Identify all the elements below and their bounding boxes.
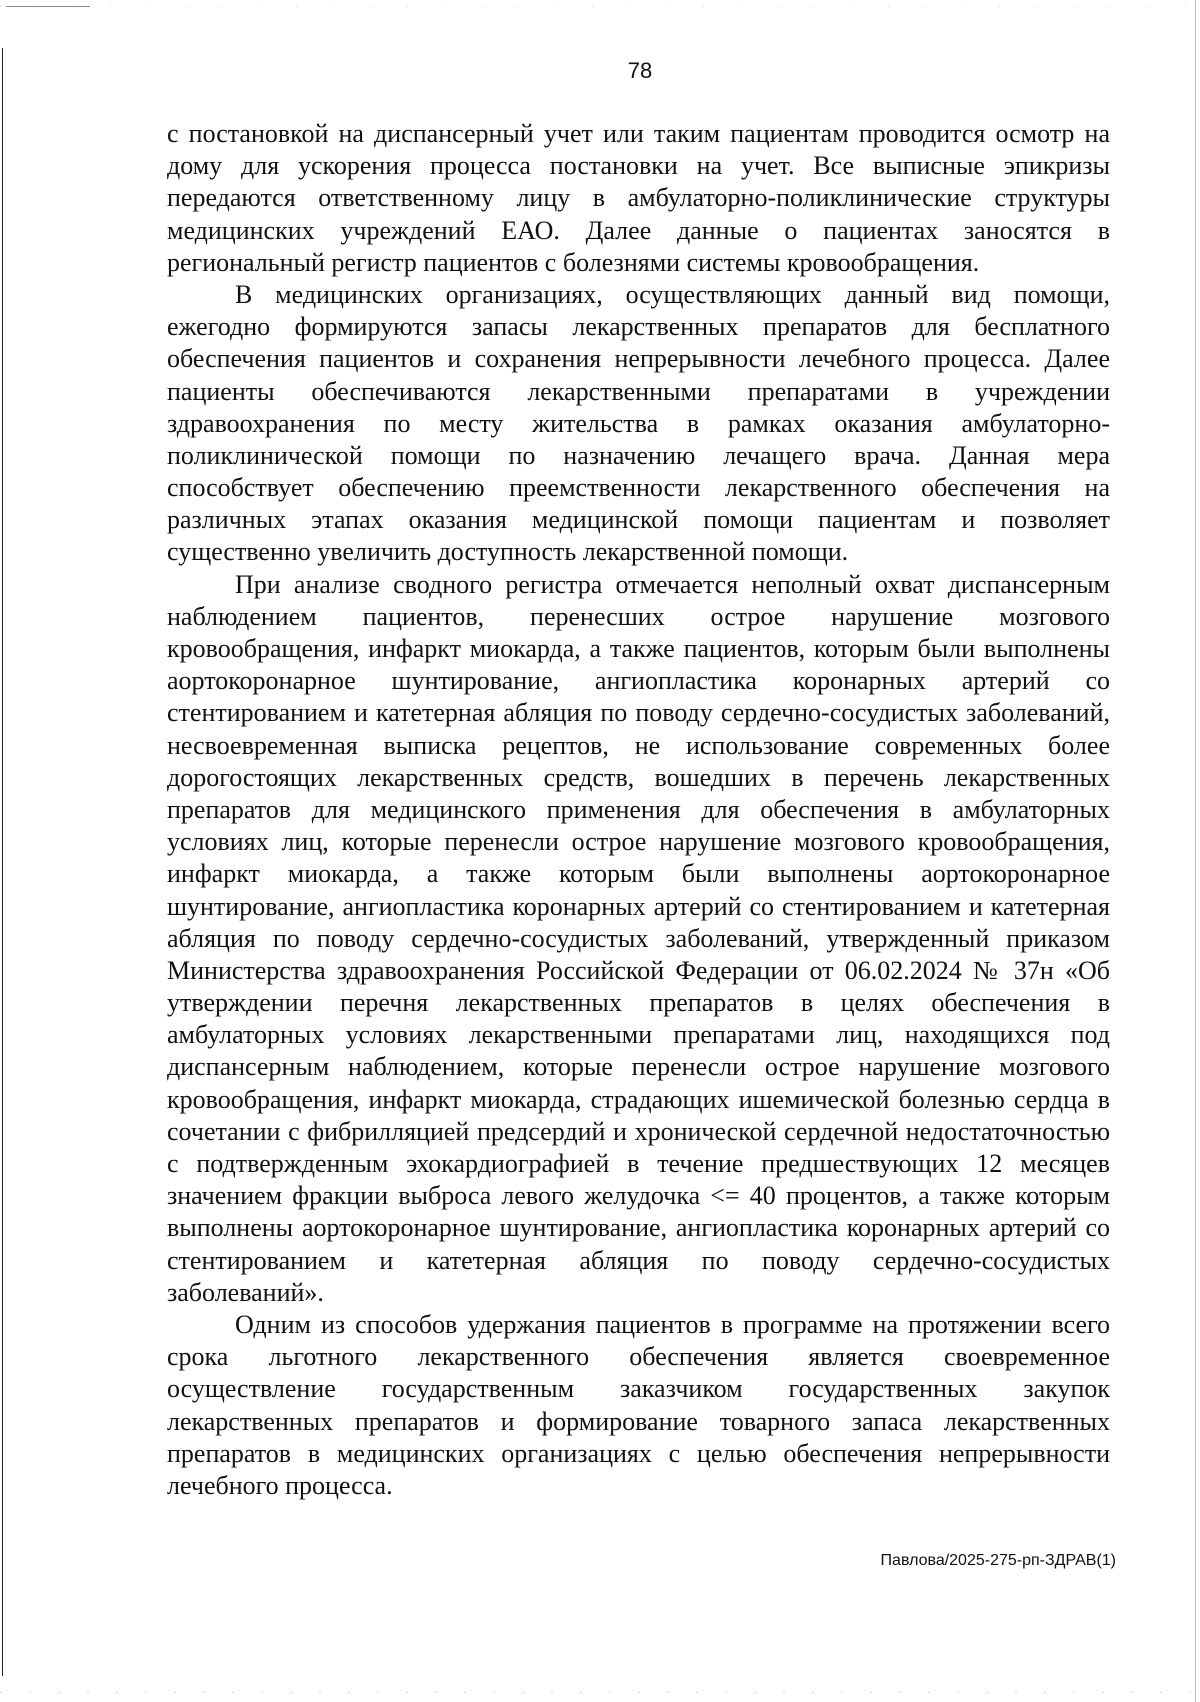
paragraph-4: Одним из способов удержания пациентов в программе на протяжении всего срока льготного лекарственного обеспечения является своевременное осуществление государственным заказчиком государственных закупок лекарственных препаратов и формирование товарного запаса лекарственных препаратов в медицинских организациях с целью обеспечения непрерывности лечебного процесса. [167, 1309, 1110, 1500]
document-body [167, 118, 1110, 1502]
scan-left-edge [2, 48, 3, 1676]
paragraph-3: При анализе сводного регистра отмечается неполный охват диспансерным наблюдением пациентов, перенесших острое нарушение мозгового кровообращения, инфаркт миокарда, а также пациентов, которым были выполнены аортокоронарное шунтирование, ангиопластика коронарных артерий со стентированием и катетерная абляция по поводу сердечно-сосудистых заболеваний, несвоевременная выписка рецептов, не использование современных более дорогостоящих лекарственных средств, вошедших в перечень лекарственных препаратов для медицинского применения для обеспечения в амбулаторных условиях лиц, которые перенесли острое нарушение мозгового кровообращения, инфаркт миокарда, а также которым были выполнены аортокоронарное шунтирование, ангиопластика коронарных артерий со стентированием и катетерная абляция по поводу сердечно-сосудистых заболеваний, утвержденный приказом Министерства здравоохранения Российской Федерации от 06.02.2024 № 37н «Об утверждении перечня лекарственных препаратов в целях обеспечения в амбулаторных условиях лекарственными препаратами лиц, находящихся под диспансерным наблюдением, которые перенесли острое нарушение мозгового кровообращения, инфаркт миокарда, страдающих ишемической болезнью сердца в сочетании с фибрилляцией предсердий и хронической сердечной недостаточностью с подтвержденным эхокардиографией в течение предшествующих 12 месяцев значением фракции выброса левого желудочка <= 40 процентов, а также которым выполнены аортокоронарное шунтирование, ангиопластика коронарных артерий со стентированием и катетерная абляция по поводу сердечно-сосудистых заболеваний». [167, 569, 1110, 1307]
scan-top-edge [0, 6, 1200, 7]
paragraph-2: В медицинских организациях, осуществляющих данный вид помощи, ежегодно формируются запасы лекарственных препаратов для бесплатного обеспечения пациентов и сохранения непрерывности лечебного процесса. Далее пациенты обеспечиваются лекарственными препаратами в учреждении здравоохранения по месту жительства в рамках оказания амбулаторно-поликлинической помощи по назначению лечащего врача. Данная мера способствует обеспечению преемственности лекарственного обеспечения на различных этапах оказания медицинской помощи пациентам и позволяет существенно увеличить доступность лекарственной помощи. [167, 279, 1110, 567]
scan-right-edge [1195, 0, 1196, 1702]
document-code-footer: Павлова/2025-275-рп-ЗДРАВ(1) [880, 1552, 1116, 1569]
page-number: 78 [627, 58, 653, 83]
paragraph-1: с постановкой на диспансерный учет или таким пациентам проводится осмотр на дому для ускорения процесса постановки на учет. Все выписные эпикризы передаются ответственному лицу в амбулаторно-поликлинические структуры медицинских учреждений ЕАО. Далее данные о пациентах заносятся в региональный регистр пациентов с болезнями системы кровообращения. [167, 119, 1110, 277]
scan-bottom-edge [0, 1692, 1200, 1693]
